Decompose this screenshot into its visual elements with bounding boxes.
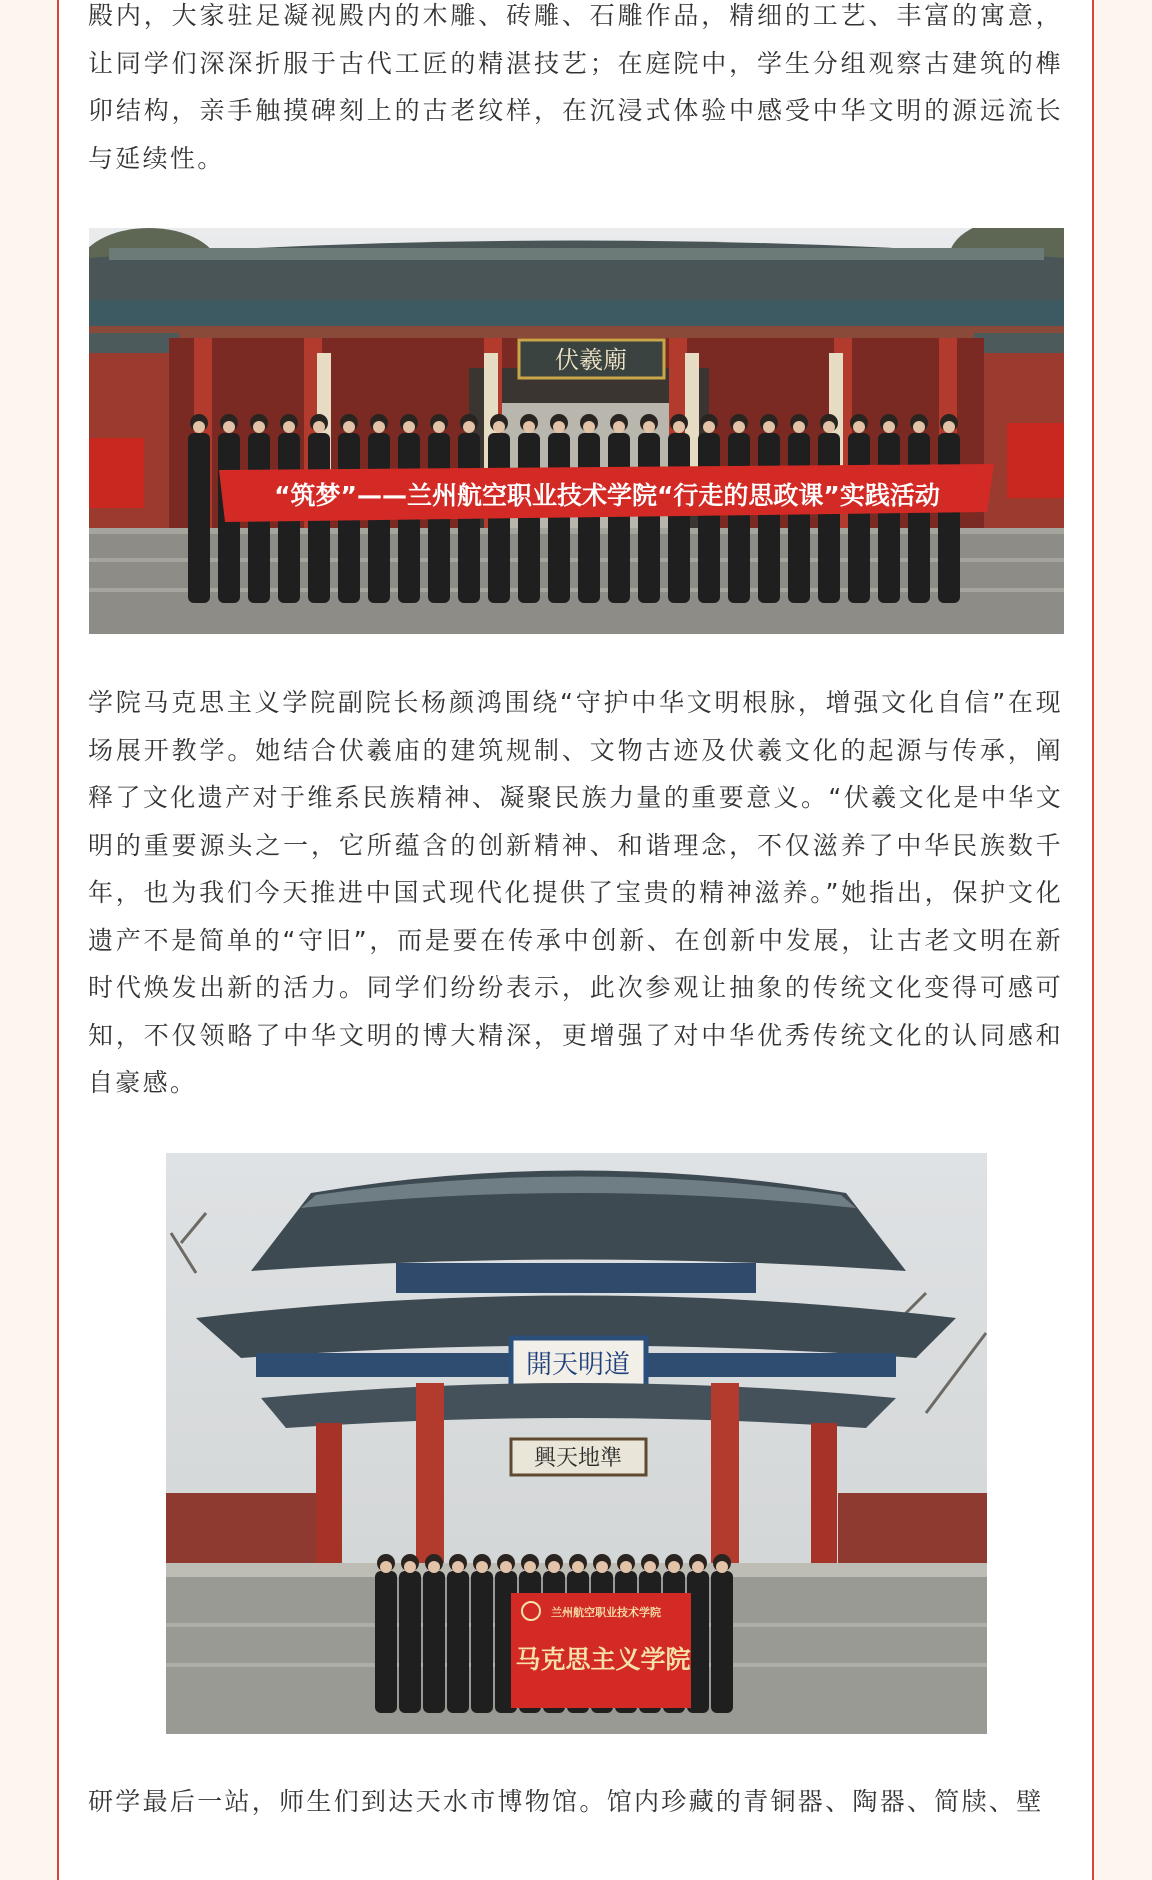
group-photo-pavilion (166, 1153, 987, 1734)
banner-school: 兰州航空职业技术学院 (551, 1606, 661, 1619)
group-photo-temple-gate (89, 228, 1064, 634)
lower-plaque: 興天地準 (533, 1446, 623, 1471)
upper-plaque: 開天明道 (525, 1350, 631, 1380)
gate-plaque: 伏羲廟 (555, 346, 627, 374)
article-paragraph: 殿内，大家驻足凝视殿内的木雕、砖雕、石雕作品，精细的工艺、丰富的寓意，让同学们深深折服于古代工匠的精湛技艺；在庭院中，学生分组观察古建筑的榫卯结构，亲手触摸碑刻上的古老纹样，在沉浸式体验中感受中华文明的源远流长与延续性。 (88, 1, 1063, 173)
banner-text: “筑梦”——兰州航空职业技术学院“行走的思政课”实践活动 (274, 481, 940, 510)
article-paragraph: 研学最后一站，师生们到达天水市博物馆。馆内珍藏的青铜器、陶器、简牍、壁 (88, 1787, 1044, 1816)
article-paragraph: 学院马克思主义学院副院长杨颜鸿围绕“守护中华文明根脉，增强文化自信”在现场展开教学。她结合伏羲庙的建筑规制、文物古迹及伏羲文化的起源与传承，阐释了文化遗产对于维系民族精神、凝聚民族力量的重要意义。“伏羲文化是中华文明的重要源头之一，它所蕴含的创新精神、和谐理念，不仅滋养了中华民族数千年，也为我们今天推进中国式现代化提供了宝贵的精神滋养。”她指出，保护文化遗产不是简单的“守旧”，而是要在传承中创新、在创新中发展，让古老文明在新时代焕发出新的活力。同学们纷纷表示，此次参观让抽象的传统文化变得可感可知，不仅领略了中华文明的博大精深，更增强了对中华优秀传统文化的认同感和自豪感。 (88, 688, 1063, 1097)
banner-main: 马克思主义学院 (515, 1645, 691, 1674)
